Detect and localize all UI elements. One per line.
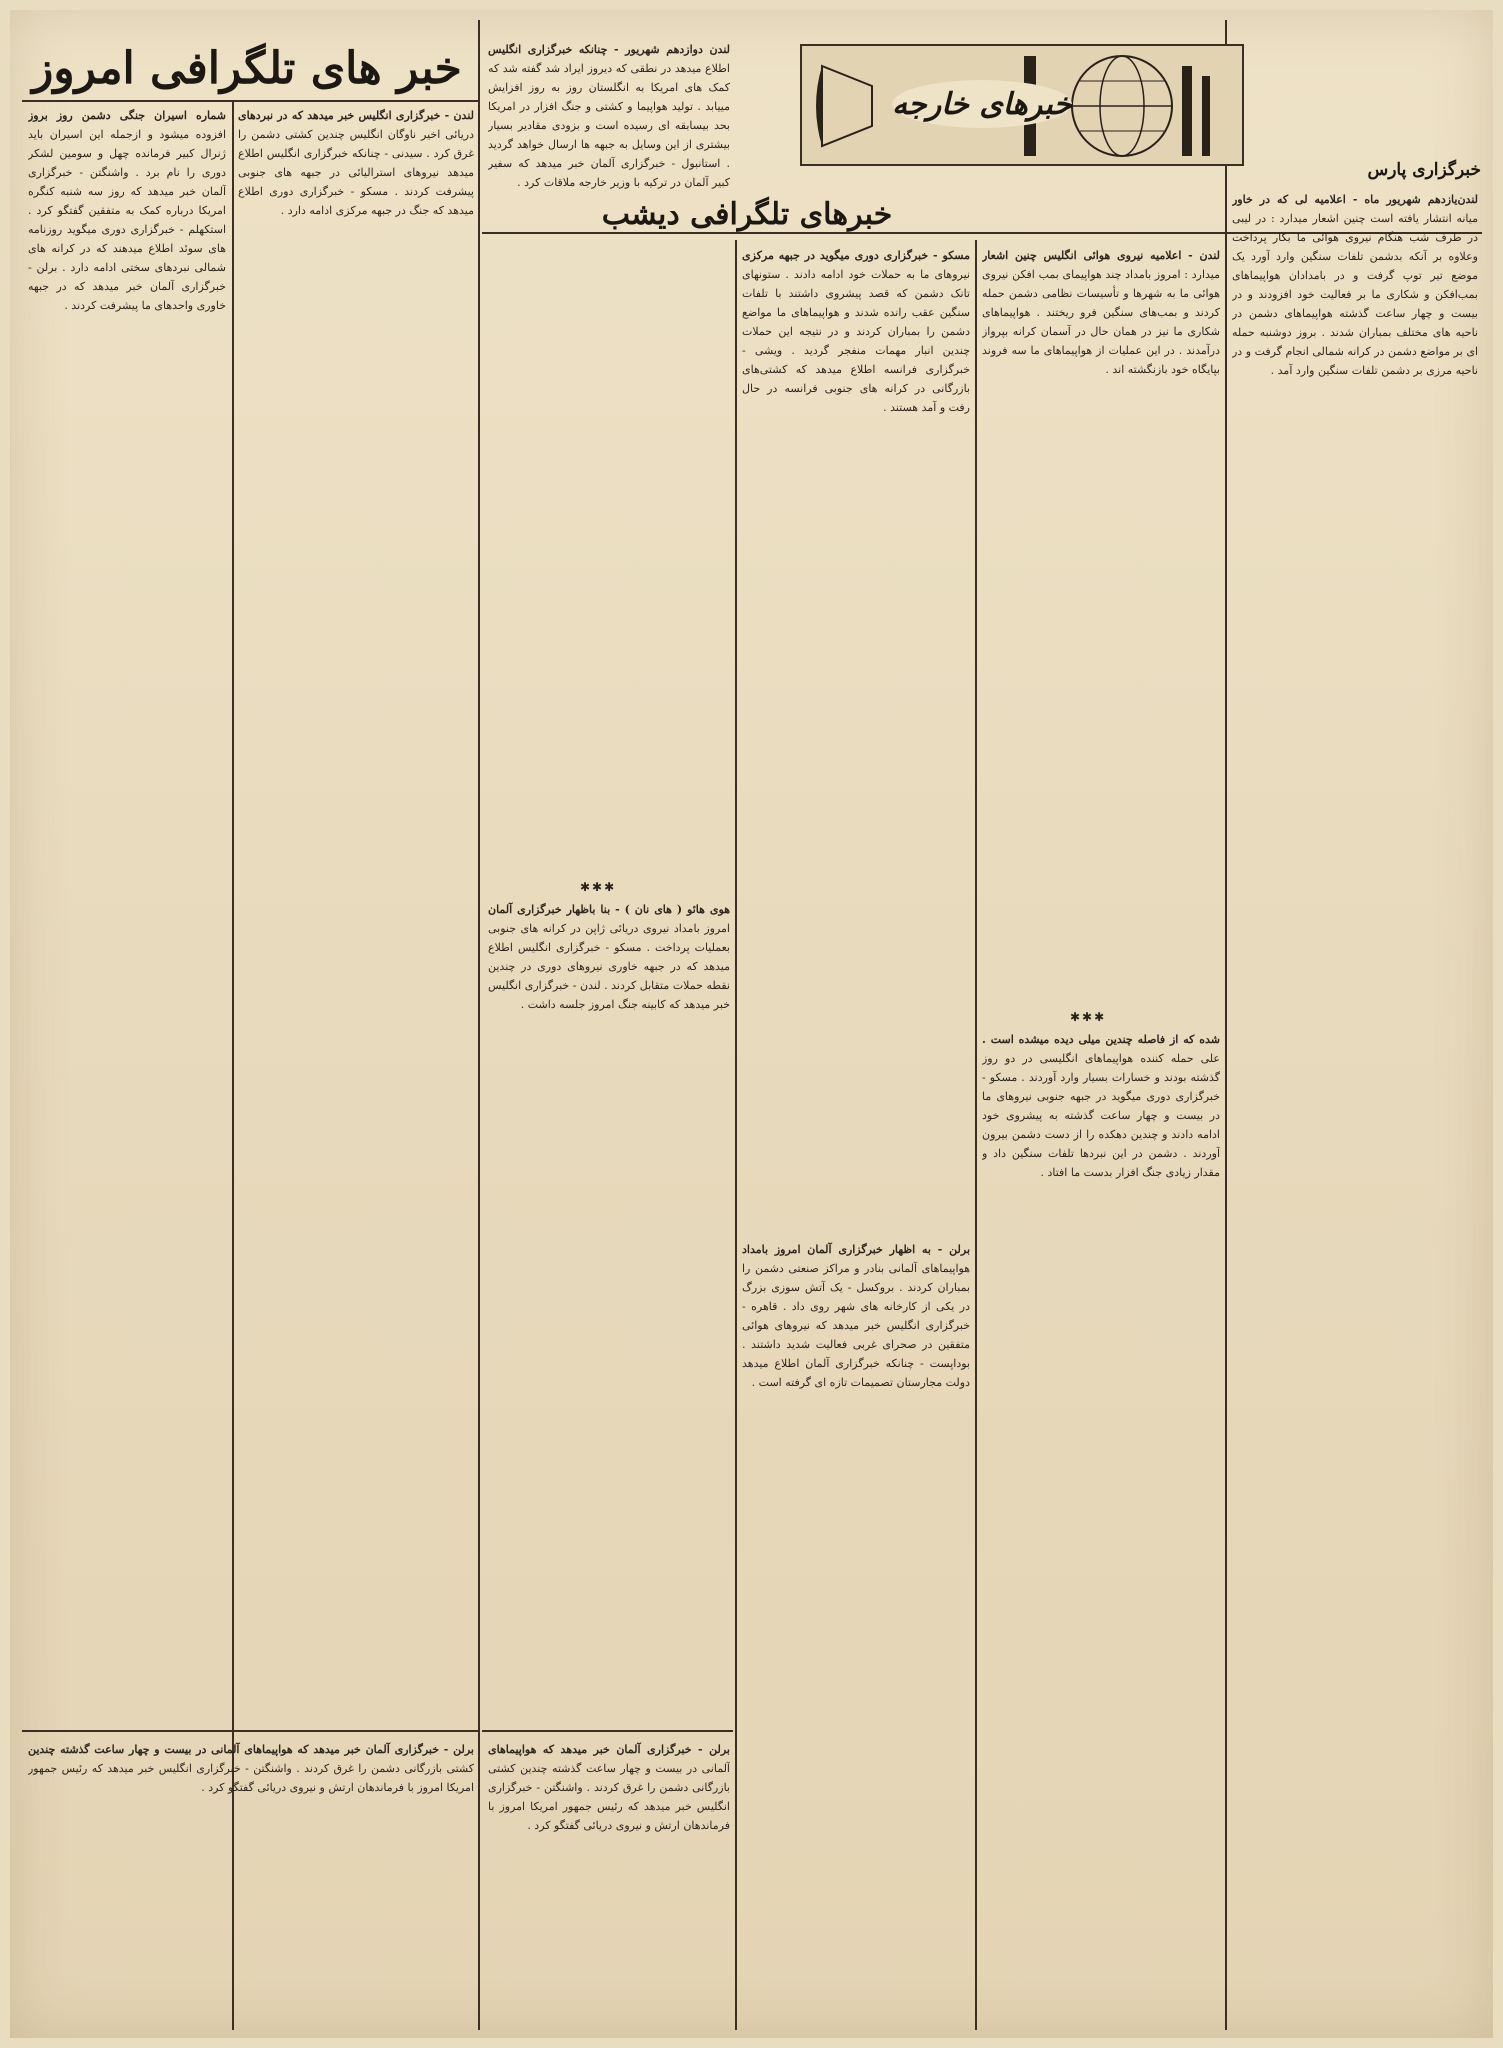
column-divider: [975, 240, 977, 2030]
main-headline: خبر های تلگرافی امروز: [32, 42, 462, 94]
article-column-7: شماره اسیران جنگی دشمن روز بروز افزوده میشود و ازجمله این اسیران باید ژنرال کبیر فرمانده چهل و سومین لشکر دوری را نام برد . واشنگتن - خبرگزاری آلمان خبر میدهد که روز سه شنبه کنگره امریکا درباره کمک به متفقین گفتگو کرد . استکهلم - خبرگزاری دوری میگوید روزنامه های سوئد اطلاع میدهند که در کرانه های شمالی نبردهای سختی ادامه دارد . برلن - خبرگزاری آلمان خبر میدهد که در جبهه خاوری واحدهای ما پیشرفت کردند .: [28, 109, 226, 312]
article-column-9: برلن - خبرگزاری آلمان خبر میدهد که هواپیماهای آلمانی در بیست و چهار ساعت گذشته چندین کشتی بازرگانی دشمن را غرق کردند . واشنگتن - خبرگزاری انگلیس خبر میدهد که رئیس جمهور امریکا امروز با فرماندهان ارتش و نیروی دریائی گفتگو کرد .: [488, 1743, 730, 1832]
separator-stars: ✱✱✱: [580, 880, 617, 894]
foreign-news-banner: [800, 44, 1244, 166]
box-divider: [22, 1730, 478, 1732]
article-column-1: لندن‌یازدهم شهریور ماه - اعلامیه لی که در خاور میانه انتشار یافته است چنین اشعار میدارد : در لیبی در طرف شب هنگام نیروی هوائی ما بکار پرداخت وعلاوه بر آنکه بدشمن تلفات سنگین وارد آورد یک موضع تیر توپ گرفت و در بامدادان هواپیماهای بمب‌افکن و شکاری ما بر فعالیت خود افزودند و در بیست و چهار ساعت گذشته هواپیماهای دشمن در ناحیه های مختلف بمباران شدند . بروز دوشنبه حمله ای بر مواضع دشمن در کرانه شمالی انجام گرفت و در ناحیه مرزی بر دشمن تلفات سنگین وارد آمد .: [1232, 193, 1478, 377]
bottom-box-article: برلن - خبرگزاری آلمان خبر میدهد که هواپیماهای آلمانی در بیست و چهار ساعت گذشته چندین کشتی بازرگانی دشمن را غرق کردند . واشنگتن - خبرگزاری انگلیس خبر میدهد که رئیس جمهور امریکا امروز با فرماندهان ارتش و نیروی دریائی گفتگو کرد .: [28, 1743, 474, 1794]
article-column-5: برلن - به اظهار خبرگزاری آلمان امروز بامداد هواپیماهای آلمانی بنادر و مراکز صنعتی دشمن را بمباران کردند . بروکسل - یک آتش سوزی بزرگ در یکی از کارخانه های شهر روی داد . قاهره - خبرگزاری انگلیس خبر میدهد که نیروهای هوائی متفقین در صحرای غربی فعالیت شدید داشتند . بوداپست - چنانکه خبرگزاری آلمان اطلاع میدهد دولت مجارستان تصمیمات تازه ای گرفته است .: [742, 1243, 970, 1389]
article-column-3: شده که از فاصله چندین میلی دیده میشده است . علی حمله کننده هواپیماهای انگلیسی در دو روز گذشته بودند و خسارات بسیار وارد آوردند . مسکو - خبرگزاری دوری میگوید در جبهه جنوبی نیروهای ما در بیست و چهار ساعت گذشته به پیشروی خود ادامه دادند و چندین دهکده را از دست دشمن بیرون آوردند . دشمن در این نبردها تلفات سنگین داد و مقدار زیادی جنگ افزار بدست ما افتاد .: [982, 1033, 1220, 1179]
column-divider: [1225, 20, 1227, 2030]
column-divider: [735, 240, 737, 2030]
article-column-10: لندن - خبرگزاری انگلیس خبر میدهد که در نبردهای دریائی اخیر ناوگان انگلیس چندین کشتی دشمن را غرق کرد . سیدنی - چنانکه خبرگزاری انگلیس اطلاع میدهد نیروهای استرالیائی در جبهه های جنوبی پیشرفت کردند . مسکو - خبرگزاری دوری اطلاع میدهد که جنگ در جبهه مرکزی ادامه دارد .: [238, 109, 474, 217]
article-column-8: هوی هائو ( های نان ) - بنا باظهار خبرگزاری آلمان امروز بامداد نیروی دریائی ژاپن در کرانه های جنوبی بعملیات پرداخت . مسکو - خبرگزاری انگلیس اطلاع میدهد که در جبهه خاوری نیروهای دوری در چندین نقطه حملات متقابل کردند . لندن - خبرگزاری انگلیس خبر میدهد که کابینه جنگ امروز جلسه داشت .: [488, 903, 730, 1011]
article-column-2: لندن - اعلامیه نیروی هوائی انگلیس چنین اشعار میدارد : امروز بامداد چند هواپیمای بمب افکن نیروی هوائی ما به شهرها و تأسیسات نظامی دشمن حمله کردند و بمب‌های سنگین فرو ریختند . هواپیماهای شکاری ما نیز در همان حال در آسمان کرانه بپرواز درآمدند . در این عملیات از هواپیماهای ما سه فروند بپایگاه خود بازنگشته اند .: [982, 249, 1220, 376]
agency-label: خبرگزاری پارس: [1367, 160, 1481, 180]
article-column-4: مسکو - خبرگزاری دوری میگوید در جبهه مرکزی نیروهای ما به حملات خود ادامه دادند . ستونهای تانک دشمن که قصد پیشروی داشتند با تلفات سنگین عقب رانده شدند و هواپیماهای ما مواضع دشمن را بمباران کردند و در نتیجه این حملات چندین انبار مهمات منفجر گردید . ویشی - خبرگزاری فرانسه اطلاع میدهد که کشتی‌های بازرگانی در کرانه های جنوبی فرانسه در حال رفت و آمد هستند .: [742, 249, 970, 414]
section-headline: خبرهای تلگرافی دیشب: [601, 196, 893, 232]
column-divider: [478, 20, 480, 2030]
box-divider: [482, 1730, 733, 1732]
banner-label: خبرهای خارجه: [892, 80, 1072, 128]
newspaper-page: [10, 10, 1493, 2038]
separator-stars: ✱✱✱: [1070, 1010, 1107, 1024]
article-column-6: لندن دوازدهم شهریور - چنانکه خبرگزاری انگلیس اطلاع میدهد در نطقی که دیروز ایراد شد گفته شد که کمک های امریکا به انگلستان روز به روز افزایش مییابد . تولید هواپیما و کشتی و جنگ افزار در امریکا بحد بیسابقه ای رسیده است و بزودی مقادیر بسیار بیشتری از این وسایل به جبهه ها ارسال خواهد گردید . استانبول - خبرگزاری آلمان خبر میدهد که سفیر کبیر آلمان در ترکیه با وزیر خارجه ملاقات کرد .: [488, 43, 730, 189]
